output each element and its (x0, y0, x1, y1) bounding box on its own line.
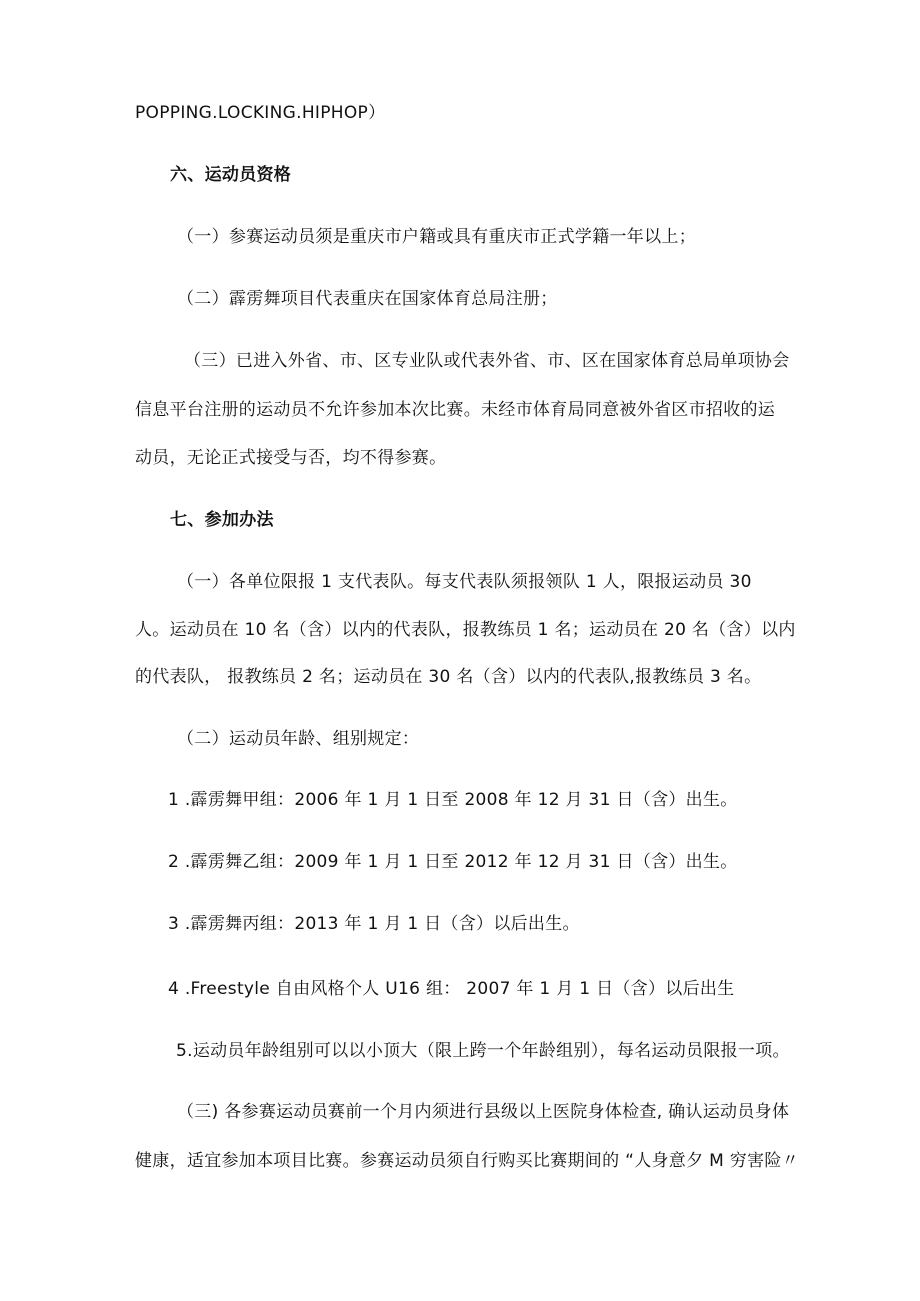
participation-item-3-line-1: （三) 各参赛运动员赛前一个月内须进行县级以上医院身体检查, 确认运动员身体 (177, 1102, 790, 1122)
section-heading-eligibility: 六、运动员资格 (170, 165, 292, 185)
eligibility-item-3-line-3: 动员，无论正式接受与否，均不得参赛。 (135, 448, 447, 468)
age-group-5: 5.运动员年龄组别可以以小顶大（限上跨一个年龄组别），每名运动员限报一项。 (176, 1041, 790, 1061)
participation-item-1-line-1: （一）各单位限报 1 支代表队。每支代表队须报领队 1 人，限报运动员 30 (177, 572, 752, 592)
eligibility-item-2: （二）霹雳舞项目代表重庆在国家体育总局注册； (177, 289, 558, 309)
age-group-2: 2 .霹雳舞乙组：2009 年 1 月 1 日至 2012 年 12 月 31 日（含）出生。 (168, 852, 738, 872)
age-group-3: 3 .霹雳舞丙组：2013 年 1 月 1 日（含）以后出生。 (168, 914, 580, 934)
eligibility-item-3-line-1: （三）已进入外省、市、区专业队或代表外省、市、区在国家体育总局单项协会 (184, 351, 790, 371)
age-group-1: 1 .霹雳舞甲组：2006 年 1 月 1 日至 2008 年 12 月 31 日（含）出生。 (168, 790, 738, 810)
participation-item-2: （二）运动员年龄、组别规定： (177, 729, 420, 749)
participation-item-3-line-2: 健康，适宜参加本项目比赛。参赛运动员须自行购买比赛期间的 “人身意夕 M 穷害险〃 (135, 1151, 799, 1171)
eligibility-item-3-line-2: 信息平台注册的运动员不允许参加本次比赛。未经市体育局同意被外省区市招收的运 (135, 400, 776, 420)
eligibility-item-1: （一）参赛运动员须是重庆市户籍或具有重庆市正式学籍一年以上； (177, 227, 696, 247)
participation-item-1-line-3: 的代表队， 报教练员 2 名；运动员在 30 名（含）以内的代表队,报教练员 3 名。 (135, 667, 762, 687)
section-heading-participation: 七、参加办法 (170, 510, 274, 530)
text-line-popping: POPPING.LOCKING.HIPHOP） (135, 103, 386, 123)
age-group-4: 4 .Freestyle 自由风格个人 U16 组： 2007 年 1 月 1 日（含）以后出生 (168, 979, 735, 999)
participation-item-1-line-2: 人。运动员在 10 名（含）以内的代表队，报教练员 1 名；运动员在 20 名（含）以内 (135, 620, 796, 640)
